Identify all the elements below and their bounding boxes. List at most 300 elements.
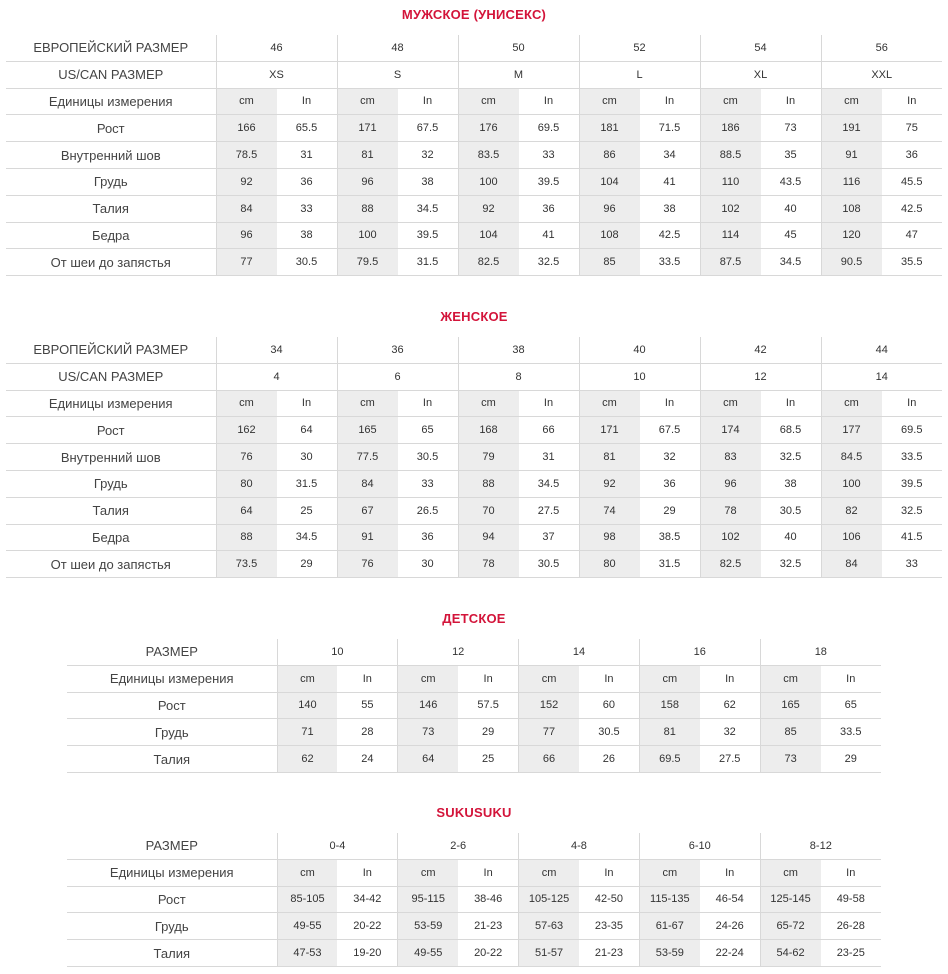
value-in: 32 <box>398 142 459 169</box>
section-title-kids: ДЕТСКОЕ <box>442 611 506 626</box>
value-cm: 104 <box>458 222 519 249</box>
unit-cm: cm <box>277 859 337 886</box>
value-cm: 85 <box>579 249 640 276</box>
unit-in: In <box>277 390 338 417</box>
row-units <box>6 390 942 417</box>
value-cm: 92 <box>458 195 519 222</box>
value-cm: 92 <box>216 168 277 195</box>
value-cm: 49-55 <box>398 940 458 967</box>
value-in: 42.5 <box>882 195 943 222</box>
row-label: Бедра <box>6 222 216 249</box>
unit-cm: cm <box>579 390 640 417</box>
value-in: 35 <box>761 142 822 169</box>
value-cm: 53-59 <box>398 913 458 940</box>
value-cm: 88 <box>337 195 398 222</box>
value-in: 30.5 <box>761 497 822 524</box>
row-label: РАЗМЕР <box>67 639 277 665</box>
size-value: 42 <box>700 337 821 363</box>
value-in: 68.5 <box>761 417 822 444</box>
value-in: 32.5 <box>519 249 580 276</box>
unit-cm: cm <box>277 665 337 692</box>
value-cm: 70 <box>458 497 519 524</box>
value-cm: 57-63 <box>519 913 579 940</box>
value-cm: 102 <box>700 524 761 551</box>
value-in: 71.5 <box>640 115 701 142</box>
value-in: 67.5 <box>640 417 701 444</box>
value-cm: 84 <box>216 195 277 222</box>
value-cm: 114 <box>700 222 761 249</box>
row-label: US/CAN РАЗМЕР <box>6 363 216 390</box>
value-in: 69.5 <box>882 417 943 444</box>
row-inseam <box>6 444 942 471</box>
value-in: 40 <box>761 195 822 222</box>
value-in: 21-23 <box>458 913 518 940</box>
value-cm: 106 <box>821 524 882 551</box>
row-label: Талия <box>6 195 216 222</box>
row-label: Единицы измерения <box>67 859 277 886</box>
value-in: 32.5 <box>882 497 943 524</box>
unit-cm: cm <box>700 88 761 115</box>
size-value: S <box>337 61 458 88</box>
value-in: 37 <box>519 524 580 551</box>
unit-in: In <box>458 859 518 886</box>
value-in: 43.5 <box>761 168 822 195</box>
size-table-women <box>6 337 942 578</box>
value-cm: 81 <box>579 444 640 471</box>
value-cm: 140 <box>277 692 337 719</box>
value-cm: 77.5 <box>337 444 398 471</box>
value-in: 33 <box>882 551 943 578</box>
size-value: XL <box>700 61 821 88</box>
value-in: 33.5 <box>882 444 943 471</box>
row-us-can-size <box>6 61 942 88</box>
unit-in: In <box>398 88 459 115</box>
unit-in: In <box>700 859 760 886</box>
value-in: 40 <box>761 524 822 551</box>
row-label: Бедра <box>6 524 216 551</box>
row-chest <box>67 719 881 746</box>
value-cm: 92 <box>579 470 640 497</box>
row-height <box>6 115 942 142</box>
size-value: 56 <box>821 35 942 61</box>
value-in: 47 <box>882 222 943 249</box>
value-cm: 102 <box>700 195 761 222</box>
row-inseam <box>6 142 942 169</box>
value-in: 36 <box>882 142 943 169</box>
size-table-sukusuku <box>67 833 881 967</box>
value-in: 29 <box>458 719 518 746</box>
value-cm: 165 <box>337 417 398 444</box>
unit-cm: cm <box>760 665 820 692</box>
value-in: 30.5 <box>579 719 639 746</box>
value-cm: 62 <box>277 746 337 773</box>
value-in: 65 <box>398 417 459 444</box>
value-in: 69.5 <box>519 115 580 142</box>
value-in: 33.5 <box>821 719 881 746</box>
value-in: 41.5 <box>882 524 943 551</box>
value-cm: 85-105 <box>277 886 337 913</box>
value-in: 45 <box>761 222 822 249</box>
unit-cm: cm <box>398 665 458 692</box>
value-in: 35.5 <box>882 249 943 276</box>
size-value: 16 <box>639 639 760 665</box>
size-value: 40 <box>579 337 700 363</box>
row-label: Грудь <box>67 913 277 940</box>
unit-cm: cm <box>639 665 699 692</box>
value-in: 38 <box>761 470 822 497</box>
value-in: 24 <box>337 746 397 773</box>
row-label: Рост <box>6 115 216 142</box>
value-cm: 104 <box>579 168 640 195</box>
unit-cm: cm <box>519 665 579 692</box>
value-cm: 186 <box>700 115 761 142</box>
value-cm: 91 <box>821 142 882 169</box>
value-cm: 96 <box>700 470 761 497</box>
value-cm: 80 <box>579 551 640 578</box>
value-in: 26-28 <box>821 913 881 940</box>
unit-cm: cm <box>216 390 277 417</box>
value-in: 31.5 <box>640 551 701 578</box>
value-in: 34.5 <box>761 249 822 276</box>
value-cm: 65-72 <box>760 913 820 940</box>
value-cm: 100 <box>458 168 519 195</box>
row-label: Грудь <box>67 719 277 746</box>
value-cm: 171 <box>579 417 640 444</box>
value-cm: 54-62 <box>760 940 820 967</box>
value-cm: 81 <box>639 719 699 746</box>
unit-in: In <box>640 390 701 417</box>
value-cm: 79.5 <box>337 249 398 276</box>
section-title-men: МУЖСКОЕ (УНИСЕКС) <box>401 7 547 22</box>
unit-in: In <box>519 390 580 417</box>
row-label: ЕВРОПЕЙСКИЙ РАЗМЕР <box>6 35 216 61</box>
value-cm: 71 <box>277 719 337 746</box>
value-cm: 73 <box>760 746 820 773</box>
size-value: 54 <box>700 35 821 61</box>
row-waist <box>67 940 881 967</box>
row-chest <box>6 168 942 195</box>
size-table-kids <box>67 639 881 773</box>
value-in: 75 <box>882 115 943 142</box>
value-cm: 79 <box>458 444 519 471</box>
value-in: 65.5 <box>277 115 338 142</box>
value-in: 30.5 <box>519 551 580 578</box>
unit-in: In <box>337 665 397 692</box>
value-in: 31.5 <box>277 470 338 497</box>
row-label: От шеи до запястья <box>6 551 216 578</box>
size-value: 6 <box>337 363 458 390</box>
value-in: 34.5 <box>398 195 459 222</box>
value-in: 31.5 <box>398 249 459 276</box>
size-value: 4-8 <box>519 833 640 859</box>
size-value: 0-4 <box>277 833 398 859</box>
value-cm: 174 <box>700 417 761 444</box>
value-cm: 82 <box>821 497 882 524</box>
value-cm: 78.5 <box>216 142 277 169</box>
value-in: 38 <box>398 168 459 195</box>
unit-cm: cm <box>458 88 519 115</box>
unit-cm: cm <box>337 390 398 417</box>
value-cm: 74 <box>579 497 640 524</box>
value-in: 31 <box>277 142 338 169</box>
row-height <box>6 417 942 444</box>
value-cm: 66 <box>519 746 579 773</box>
value-in: 23-25 <box>821 940 881 967</box>
size-table-men <box>6 35 942 276</box>
value-cm: 53-59 <box>639 940 699 967</box>
value-in: 32 <box>700 719 760 746</box>
value-cm: 100 <box>337 222 398 249</box>
unit-in: In <box>761 88 822 115</box>
value-cm: 181 <box>579 115 640 142</box>
unit-cm: cm <box>700 390 761 417</box>
value-cm: 84 <box>337 470 398 497</box>
size-value: 6-10 <box>639 833 760 859</box>
size-value: 50 <box>458 35 579 61</box>
size-value: XXL <box>821 61 942 88</box>
value-cm: 168 <box>458 417 519 444</box>
value-cm: 120 <box>821 222 882 249</box>
value-cm: 47-53 <box>277 940 337 967</box>
value-cm: 98 <box>579 524 640 551</box>
value-cm: 84.5 <box>821 444 882 471</box>
value-in: 22-24 <box>700 940 760 967</box>
row-chest <box>6 470 942 497</box>
value-cm: 110 <box>700 168 761 195</box>
unit-in: In <box>337 859 397 886</box>
unit-in: In <box>640 88 701 115</box>
value-cm: 146 <box>398 692 458 719</box>
value-cm: 90.5 <box>821 249 882 276</box>
unit-in: In <box>277 88 338 115</box>
value-in: 57.5 <box>458 692 518 719</box>
row-label: Талия <box>67 940 277 967</box>
row-hips <box>6 524 942 551</box>
value-in: 66 <box>519 417 580 444</box>
unit-in: In <box>579 665 639 692</box>
size-value: 52 <box>579 35 700 61</box>
row-label: Грудь <box>6 168 216 195</box>
size-value: 46 <box>216 35 337 61</box>
unit-cm: cm <box>821 88 882 115</box>
size-value: 38 <box>458 337 579 363</box>
value-in: 65 <box>821 692 881 719</box>
value-cm: 152 <box>519 692 579 719</box>
size-value: 4 <box>216 363 337 390</box>
unit-cm: cm <box>216 88 277 115</box>
row-eu-size <box>6 35 942 61</box>
size-value: 12 <box>700 363 821 390</box>
row-label: US/CAN РАЗМЕР <box>6 61 216 88</box>
value-in: 38 <box>277 222 338 249</box>
value-in: 33 <box>277 195 338 222</box>
unit-in: In <box>398 390 459 417</box>
unit-cm: cm <box>519 859 579 886</box>
value-in: 25 <box>277 497 338 524</box>
row-label: Грудь <box>6 470 216 497</box>
value-in: 38-46 <box>458 886 518 913</box>
size-value: L <box>579 61 700 88</box>
value-in: 30.5 <box>398 444 459 471</box>
value-in: 36 <box>519 195 580 222</box>
row-height <box>67 692 881 719</box>
value-cm: 108 <box>821 195 882 222</box>
value-cm: 162 <box>216 417 277 444</box>
value-in: 29 <box>277 551 338 578</box>
row-label: От шеи до запястья <box>6 249 216 276</box>
value-cm: 83 <box>700 444 761 471</box>
value-cm: 76 <box>337 551 398 578</box>
value-cm: 81 <box>337 142 398 169</box>
row-neck-to-wrist <box>6 551 942 578</box>
value-cm: 191 <box>821 115 882 142</box>
value-in: 55 <box>337 692 397 719</box>
value-cm: 165 <box>760 692 820 719</box>
value-cm: 108 <box>579 222 640 249</box>
unit-cm: cm <box>458 390 519 417</box>
value-in: 30.5 <box>277 249 338 276</box>
value-cm: 78 <box>700 497 761 524</box>
row-label: Рост <box>6 417 216 444</box>
value-cm: 96 <box>216 222 277 249</box>
unit-in: In <box>882 390 943 417</box>
size-value: 10 <box>579 363 700 390</box>
value-in: 49-58 <box>821 886 881 913</box>
value-in: 26 <box>579 746 639 773</box>
row-chest <box>67 913 881 940</box>
value-cm: 69.5 <box>639 746 699 773</box>
size-value: XS <box>216 61 337 88</box>
unit-cm: cm <box>760 859 820 886</box>
row-label: Талия <box>67 746 277 773</box>
row-waist <box>6 497 942 524</box>
value-in: 34-42 <box>337 886 397 913</box>
size-value: 12 <box>398 639 519 665</box>
value-cm: 91 <box>337 524 398 551</box>
value-cm: 88 <box>458 470 519 497</box>
size-value: 44 <box>821 337 942 363</box>
row-label: Внутренний шов <box>6 444 216 471</box>
value-in: 36 <box>277 168 338 195</box>
row-size <box>67 833 881 859</box>
value-cm: 84 <box>821 551 882 578</box>
unit-in: In <box>519 88 580 115</box>
row-label: Рост <box>67 692 277 719</box>
size-value: 48 <box>337 35 458 61</box>
unit-cm: cm <box>639 859 699 886</box>
row-eu-size <box>6 337 942 363</box>
row-units <box>67 859 881 886</box>
value-in: 45.5 <box>882 168 943 195</box>
size-value: 14 <box>519 639 640 665</box>
value-in: 60 <box>579 692 639 719</box>
value-in: 39.5 <box>519 168 580 195</box>
unit-in: In <box>700 665 760 692</box>
value-cm: 49-55 <box>277 913 337 940</box>
unit-in: In <box>882 88 943 115</box>
value-cm: 115-135 <box>639 886 699 913</box>
row-waist <box>67 746 881 773</box>
value-cm: 87.5 <box>700 249 761 276</box>
value-cm: 76 <box>216 444 277 471</box>
value-cm: 96 <box>337 168 398 195</box>
row-waist <box>6 195 942 222</box>
value-cm: 88.5 <box>700 142 761 169</box>
value-in: 36 <box>640 470 701 497</box>
value-cm: 83.5 <box>458 142 519 169</box>
value-in: 29 <box>640 497 701 524</box>
unit-in: In <box>579 859 639 886</box>
size-value: 10 <box>277 639 398 665</box>
value-in: 42-50 <box>579 886 639 913</box>
value-in: 34.5 <box>519 470 580 497</box>
unit-cm: cm <box>821 390 882 417</box>
value-in: 19-20 <box>337 940 397 967</box>
unit-cm: cm <box>337 88 398 115</box>
value-in: 41 <box>519 222 580 249</box>
value-cm: 77 <box>519 719 579 746</box>
value-in: 29 <box>821 746 881 773</box>
value-in: 27.5 <box>519 497 580 524</box>
value-in: 64 <box>277 417 338 444</box>
value-in: 42.5 <box>640 222 701 249</box>
value-cm: 82.5 <box>458 249 519 276</box>
row-neck-to-wrist <box>6 249 942 276</box>
value-cm: 73.5 <box>216 551 277 578</box>
value-in: 38 <box>640 195 701 222</box>
value-cm: 80 <box>216 470 277 497</box>
value-in: 28 <box>337 719 397 746</box>
value-cm: 73 <box>398 719 458 746</box>
value-cm: 67 <box>337 497 398 524</box>
size-value: 8 <box>458 363 579 390</box>
row-size <box>67 639 881 665</box>
value-in: 39.5 <box>398 222 459 249</box>
value-cm: 61-67 <box>639 913 699 940</box>
size-value: 18 <box>760 639 881 665</box>
row-label: Рост <box>67 886 277 913</box>
value-in: 30 <box>398 551 459 578</box>
row-units <box>6 88 942 115</box>
unit-cm: cm <box>579 88 640 115</box>
size-value: M <box>458 61 579 88</box>
value-in: 34.5 <box>277 524 338 551</box>
row-label: Единицы измерения <box>6 88 216 115</box>
value-cm: 94 <box>458 524 519 551</box>
value-in: 67.5 <box>398 115 459 142</box>
value-cm: 166 <box>216 115 277 142</box>
value-cm: 64 <box>216 497 277 524</box>
value-cm: 125-145 <box>760 886 820 913</box>
value-cm: 64 <box>398 746 458 773</box>
unit-in: In <box>821 859 881 886</box>
value-cm: 86 <box>579 142 640 169</box>
value-cm: 171 <box>337 115 398 142</box>
size-value: 34 <box>216 337 337 363</box>
value-in: 32.5 <box>761 551 822 578</box>
row-label: Внутренний шов <box>6 142 216 169</box>
value-cm: 158 <box>639 692 699 719</box>
size-value: 14 <box>821 363 942 390</box>
value-in: 33 <box>519 142 580 169</box>
value-in: 33.5 <box>640 249 701 276</box>
value-in: 46-54 <box>700 886 760 913</box>
value-in: 26.5 <box>398 497 459 524</box>
value-cm: 78 <box>458 551 519 578</box>
value-cm: 95-115 <box>398 886 458 913</box>
section-title-sukusuku: SUKUSUKU <box>436 805 512 820</box>
value-in: 32 <box>640 444 701 471</box>
